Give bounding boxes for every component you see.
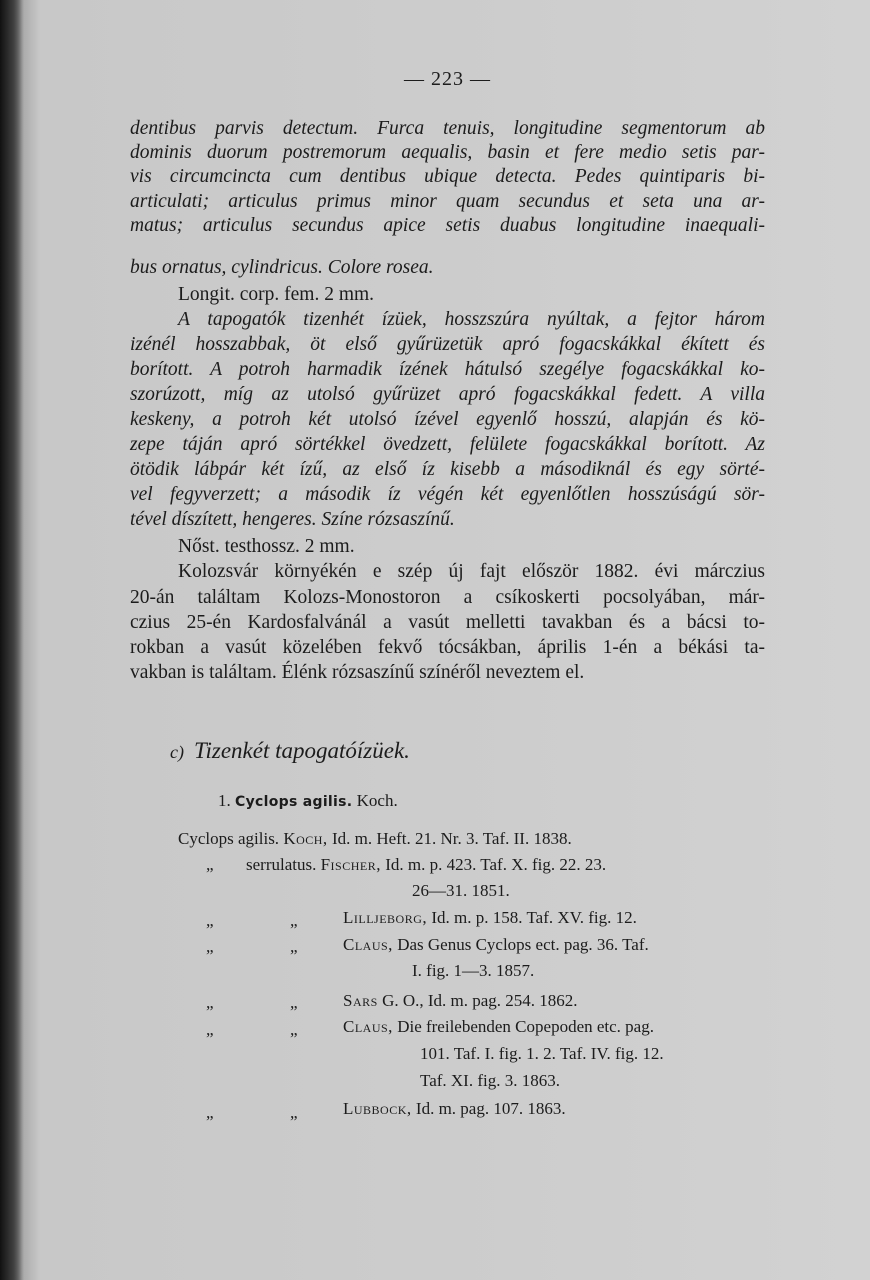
ditto-mark: „ xyxy=(290,1103,298,1122)
synonym-author: Lilljeborg, xyxy=(343,908,428,927)
synonym-ref: Id. m. p. 158. Taf. XV. fig. 12. xyxy=(431,908,637,927)
synonym-entry xyxy=(343,934,649,956)
synonym-entry xyxy=(343,1016,654,1038)
locality-line: rokban a vasút közelében fekvő tócsákban, április 1-én a békási ta- xyxy=(130,637,765,658)
hungarian-size: Nőst. testhossz. 2 mm. xyxy=(178,536,355,557)
synonym-continuation: 26—31. 1851. xyxy=(412,881,510,900)
ditto-mark: „ xyxy=(206,993,214,1012)
synonym-name: serrulatus. xyxy=(246,855,317,874)
synonym-author: Koch, xyxy=(283,829,328,848)
species-author: Koch. xyxy=(356,791,398,810)
page-number: — 223 — xyxy=(404,68,491,90)
hungarian-line: A tapogatók tizenhét ízüek, hosszszúra nyúltak, a fejtor három xyxy=(178,309,765,330)
synonym-continuation: I. fig. 1—3. 1857. xyxy=(412,961,535,980)
synonym-name: Cyclops agilis. xyxy=(178,829,280,848)
hungarian-line: keskeny, a potroh két utolsó ízével egyenlő hosszú, alapján és kö- xyxy=(130,409,765,430)
species-heading xyxy=(218,791,398,811)
latin-line: matus; articulus secundus apice setis duabus longitudine inaequali- xyxy=(130,215,765,236)
synonym-entry xyxy=(343,907,637,929)
latin-line: articulati; articulus primus minor quam secundus et seta una ar- xyxy=(130,191,765,212)
ditto-mark: „ xyxy=(206,1020,214,1039)
synonym-ref: Id. m. pag. 107. 1863. xyxy=(415,1099,566,1118)
locality-line: czius 25-én Kardosfalvánál a vasút melletti tavakban és a bácsi to- xyxy=(130,612,765,633)
species-number: 1. xyxy=(218,791,231,810)
ditto-mark: „ xyxy=(290,1020,298,1039)
species-name: Cyclops agilis. xyxy=(235,794,353,810)
synonym-entry xyxy=(343,1098,566,1120)
synonym-ref: Die freilebenden Copepoden etc. pag. xyxy=(397,1017,654,1036)
hungarian-line: borított. A potroh harmadik ízének hátulsó szegélye fogacskákkal ko- xyxy=(130,359,765,380)
hungarian-line: izénél hosszabbak, öt első gyűrüzetük apró fogacskákkal ékített és xyxy=(130,334,765,355)
locality-line: vakban is találtam. Élénk rózsaszínű színéről neveztem el. xyxy=(130,662,585,683)
section-label: c) xyxy=(170,742,184,762)
synonym-continuation: 101. Taf. I. fig. 1. 2. Taf. IV. fig. 12. xyxy=(420,1044,664,1063)
synonym-ref: Id. m. Heft. 21. Nr. 3. Taf. II. 1838. xyxy=(331,829,572,848)
hungarian-line: zepe táján apró sörtékkel övedzett, felülete fogacskákkal borított. Az xyxy=(130,434,765,455)
synonym-ref: Id. m. p. 423. Taf. X. fig. 22. 23. xyxy=(385,855,607,874)
synonym-author: Claus, xyxy=(343,935,393,954)
synonym-entry xyxy=(246,854,606,876)
locality-line: 20-án találtam Kolozs-Monostoron a csíkoskerti pocsolyában, már- xyxy=(130,587,765,608)
book-spine-shadow xyxy=(0,0,24,1280)
synonym-author: Lubbock, xyxy=(343,1099,412,1118)
synonym-entry xyxy=(343,990,578,1012)
hungarian-line: ötödik lábpár két ízű, az első íz kisebb a másodiknál és egy sörté- xyxy=(130,459,765,480)
hungarian-line: vel fegyverzett; a második íz végén két egyenlőtlen hosszúságú sör- xyxy=(130,484,765,505)
synonym-entry xyxy=(178,828,572,850)
ditto-mark: „ xyxy=(206,1103,214,1122)
ditto-mark: „ xyxy=(206,911,214,930)
latin-line: dominis duorum postremorum aequalis, basin et fere medio setis par- xyxy=(130,142,765,163)
latin-line: dentibus parvis detectum. Furca tenuis, longitudine segmentorum ab xyxy=(130,118,765,139)
latin-size: Longit. corp. fem. 2 mm. xyxy=(178,284,375,305)
ditto-mark: „ xyxy=(206,855,214,874)
synonym-author: Sars xyxy=(343,991,378,1010)
locality-line: Kolozsvár környékén e szép új fajt először 1882. évi márczius xyxy=(178,561,765,582)
ditto-mark: „ xyxy=(206,937,214,956)
latin-line: vis circumcincta cum dentibus ubique detecta. Pedes quintiparis bi- xyxy=(130,166,765,187)
hungarian-line: szorúzott, míg az utolsó gyűrüzet apró fogacskákkal fedett. A villa xyxy=(130,384,765,405)
synonym-ref: G. O., Id. m. pag. 254. 1862. xyxy=(382,991,578,1010)
synonym-author: Fischer, xyxy=(320,855,381,874)
synonym-ref: Das Genus Cyclops ect. pag. 36. Taf. xyxy=(397,935,649,954)
synonym-author: Claus, xyxy=(343,1017,393,1036)
ditto-mark: „ xyxy=(290,911,298,930)
hungarian-line: tével díszített, hengeres. Színe rózsaszínű. xyxy=(130,509,455,530)
section-heading xyxy=(170,738,410,764)
synonym-continuation: Taf. XI. fig. 3. 1863. xyxy=(420,1071,560,1090)
section-title: Tizenkét tapogatóízüek. xyxy=(193,738,410,763)
latin-line: bus ornatus, cylindricus. Colore rosea. xyxy=(130,257,434,278)
ditto-mark: „ xyxy=(290,993,298,1012)
ditto-mark: „ xyxy=(290,937,298,956)
